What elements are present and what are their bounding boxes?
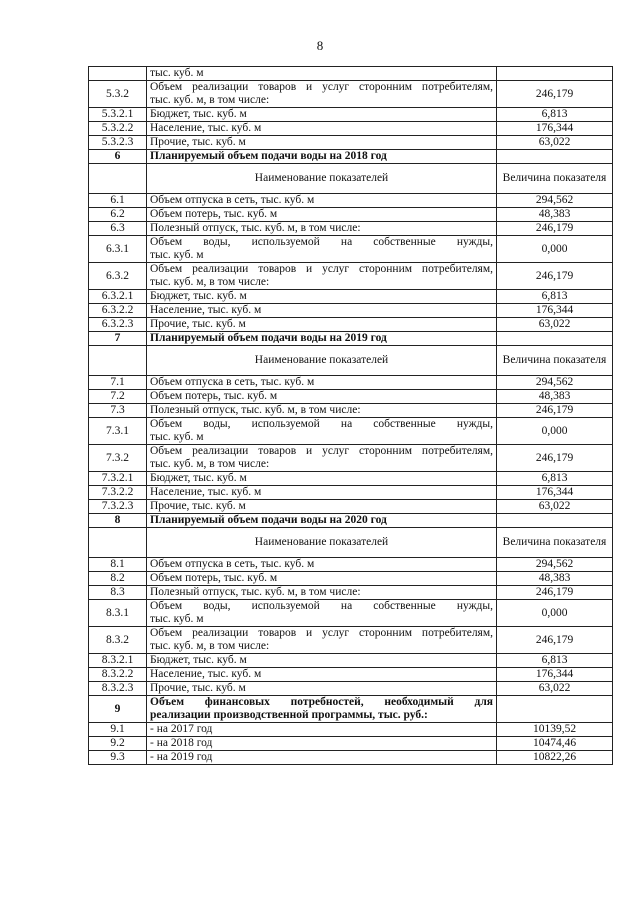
row-name: тыс. куб. м [147, 67, 497, 81]
row-value: 246,179 [497, 404, 613, 418]
row-value: 48,383 [497, 572, 613, 586]
column-header-name: Наименование показателей [147, 346, 497, 376]
row-number: 6.3.2.2 [89, 304, 147, 318]
row-number: 7.3.1 [89, 418, 147, 445]
table-row [89, 67, 613, 81]
row-name: Полезный отпуск, тыс. куб. м, в том числе: [147, 404, 497, 418]
row-name: - на 2017 год [147, 723, 497, 737]
section-number: 7 [89, 332, 147, 346]
row-name-line: тыс. куб. м, в том числе: [150, 94, 270, 106]
row-number: 7.3.2.3 [89, 500, 147, 514]
header-number-cell [89, 346, 147, 376]
row-name [147, 418, 497, 445]
row-name: Бюджет, тыс. куб. м [147, 654, 497, 668]
table-row [89, 290, 613, 304]
row-number: 7.3 [89, 404, 147, 418]
row-value: 176,344 [497, 304, 613, 318]
row-number: 9.3 [89, 751, 147, 765]
table-row [89, 418, 613, 445]
row-name: - на 2018 год [147, 737, 497, 751]
row-value: 176,344 [497, 486, 613, 500]
row-value: 246,179 [497, 445, 613, 472]
row-number: 6.3.2.3 [89, 318, 147, 332]
row-value: 6,813 [497, 108, 613, 122]
column-header-value: Величина показателя [497, 164, 613, 194]
row-value: 6,813 [497, 654, 613, 668]
row-value: 246,179 [497, 81, 613, 108]
table-row [89, 136, 613, 150]
table-row [89, 390, 613, 404]
row-value: 10139,52 [497, 723, 613, 737]
row-number: 7.3.2.2 [89, 486, 147, 500]
table-row [89, 222, 613, 236]
row-name: Объем потерь, тыс. куб. м [147, 390, 497, 404]
row-value: 246,179 [497, 263, 613, 290]
table-row [89, 404, 613, 418]
row-name [147, 236, 497, 263]
row-number: 6.1 [89, 194, 147, 208]
row-number: 8.1 [89, 558, 147, 572]
table-row [89, 208, 613, 222]
row-value: 63,022 [497, 500, 613, 514]
row-number: 7.3.2.1 [89, 472, 147, 486]
table-row [89, 318, 613, 332]
row-name: Прочие, тыс. куб. м [147, 136, 497, 150]
row-name: - на 2019 год [147, 751, 497, 765]
row-value: 10474,46 [497, 737, 613, 751]
section-row [89, 514, 613, 528]
section-value-cell [497, 150, 613, 164]
row-number: 6.2 [89, 208, 147, 222]
row-number: 9.2 [89, 737, 147, 751]
row-number: 7.1 [89, 376, 147, 390]
section-value-cell [497, 514, 613, 528]
table-row [89, 558, 613, 572]
row-value: 294,562 [497, 194, 613, 208]
row-name: Население, тыс. куб. м [147, 122, 497, 136]
table-row [89, 81, 613, 108]
row-name-line: Объем реализации товаров и услуг сторонним потребителям, [150, 263, 493, 275]
column-header-name: Наименование показателей [147, 528, 497, 558]
row-name [147, 600, 497, 627]
table-row [89, 486, 613, 500]
row-name: Полезный отпуск, тыс. куб. м, в том числе: [147, 586, 497, 600]
table-row [89, 236, 613, 263]
row-value: 246,179 [497, 627, 613, 654]
row-name: Объем отпуска в сеть, тыс. куб. м [147, 194, 497, 208]
row-number: 6.3.1 [89, 236, 147, 263]
column-header-row [89, 346, 613, 376]
row-name-line: Объем воды, используемой на собственные нужды, [150, 418, 493, 430]
table-row [89, 376, 613, 390]
row-number: 8.3 [89, 586, 147, 600]
row-name-line: Объем воды, используемой на собственные нужды, [150, 236, 493, 248]
row-number: 6.3.2.1 [89, 290, 147, 304]
row-name [147, 627, 497, 654]
row-number: 5.3.2.2 [89, 122, 147, 136]
column-header-row [89, 528, 613, 558]
section-title [147, 696, 497, 723]
section-value-cell [497, 332, 613, 346]
section-row [89, 332, 613, 346]
row-name: Население, тыс. куб. м [147, 668, 497, 682]
row-name: Объем потерь, тыс. куб. м [147, 208, 497, 222]
row-name: Объем отпуска в сеть, тыс. куб. м [147, 558, 497, 572]
row-name: Прочие, тыс. куб. м [147, 318, 497, 332]
table-row [89, 586, 613, 600]
row-number: 8.2 [89, 572, 147, 586]
section-number: 6 [89, 150, 147, 164]
table-row [89, 572, 613, 586]
section-title-line: Объем финансовых потребностей, необходимый для [150, 696, 493, 708]
table-row [89, 600, 613, 627]
row-name: Население, тыс. куб. м [147, 486, 497, 500]
row-number [89, 67, 147, 81]
table-row [89, 627, 613, 654]
row-name: Объем потерь, тыс. куб. м [147, 572, 497, 586]
row-name-line: тыс. куб. м, в том числе: [150, 276, 270, 288]
section-title: Планируемый объем подачи воды на 2019 год [147, 332, 497, 346]
column-header-name: Наименование показателей [147, 164, 497, 194]
row-number: 8.3.2.1 [89, 654, 147, 668]
table-row [89, 472, 613, 486]
table-row [89, 723, 613, 737]
page-number: 8 [316, 38, 324, 53]
column-header-value: Величина показателя [497, 528, 613, 558]
table-row [89, 668, 613, 682]
row-number: 6.3.2 [89, 263, 147, 290]
table-row [89, 654, 613, 668]
row-number: 5.3.2.1 [89, 108, 147, 122]
row-name: Прочие, тыс. куб. м [147, 682, 497, 696]
row-number: 7.2 [89, 390, 147, 404]
row-name-line: тыс. куб. м [150, 613, 204, 625]
row-number: 6.3 [89, 222, 147, 236]
row-number: 8.3.2.3 [89, 682, 147, 696]
section-value-cell [497, 696, 613, 723]
row-name-line: Объем реализации товаров и услуг сторонним потребителям, [150, 445, 493, 457]
row-number: 9.1 [89, 723, 147, 737]
table-row [89, 122, 613, 136]
row-value: 176,344 [497, 122, 613, 136]
header-number-cell [89, 164, 147, 194]
row-name-line: Объем реализации товаров и услуг сторонним потребителям, [150, 627, 493, 639]
section-title: Планируемый объем подачи воды на 2020 год [147, 514, 497, 528]
table-row [89, 500, 613, 514]
water-supply-table [88, 66, 613, 765]
row-number: 8.3.1 [89, 600, 147, 627]
row-value [497, 67, 613, 81]
row-name-line: тыс. куб. м, в том числе: [150, 458, 270, 470]
row-name-line: тыс. куб. м [150, 249, 204, 261]
table-row [89, 682, 613, 696]
section-number: 8 [89, 514, 147, 528]
row-number: 5.3.2.3 [89, 136, 147, 150]
column-header-value: Величина показателя [497, 346, 613, 376]
table-row [89, 304, 613, 318]
section-title: Планируемый объем подачи воды на 2018 год [147, 150, 497, 164]
row-name: Население, тыс. куб. м [147, 304, 497, 318]
row-value: 176,344 [497, 668, 613, 682]
row-name-line: тыс. куб. м [150, 431, 204, 443]
header-number-cell [89, 528, 147, 558]
row-name-line: Объем реализации товаров и услуг сторонним потребителям, [150, 81, 493, 93]
section-number: 9 [89, 696, 147, 723]
row-value: 6,813 [497, 290, 613, 304]
row-value: 246,179 [497, 586, 613, 600]
row-name: Прочие, тыс. куб. м [147, 500, 497, 514]
row-name-line: тыс. куб. м, в том числе: [150, 640, 270, 652]
row-name: Полезный отпуск, тыс. куб. м, в том числе: [147, 222, 497, 236]
row-name: Бюджет, тыс. куб. м [147, 472, 497, 486]
row-value: 294,562 [497, 376, 613, 390]
row-value: 48,383 [497, 208, 613, 222]
row-value: 294,562 [497, 558, 613, 572]
row-number: 8.3.2 [89, 627, 147, 654]
row-value: 246,179 [497, 222, 613, 236]
table-row [89, 194, 613, 208]
row-number: 7.3.2 [89, 445, 147, 472]
section-title-line: реализации производственной программы, тыс. руб.: [150, 709, 428, 721]
row-number: 5.3.2 [89, 81, 147, 108]
row-name [147, 263, 497, 290]
table-row [89, 263, 613, 290]
row-value: 6,813 [497, 472, 613, 486]
row-value: 0,000 [497, 236, 613, 263]
column-header-row [89, 164, 613, 194]
row-name: Объем отпуска в сеть, тыс. куб. м [147, 376, 497, 390]
row-number: 8.3.2.2 [89, 668, 147, 682]
row-value: 0,000 [497, 418, 613, 445]
table-row [89, 751, 613, 765]
row-value: 10822,26 [497, 751, 613, 765]
row-name: Бюджет, тыс. куб. м [147, 290, 497, 304]
table-row [89, 108, 613, 122]
section-row [89, 150, 613, 164]
row-name: Бюджет, тыс. куб. м [147, 108, 497, 122]
row-name [147, 81, 497, 108]
row-value: 63,022 [497, 136, 613, 150]
row-value: 63,022 [497, 682, 613, 696]
table-row [89, 737, 613, 751]
row-name-line: Объем воды, используемой на собственные нужды, [150, 600, 493, 612]
row-value: 48,383 [497, 390, 613, 404]
row-value: 0,000 [497, 600, 613, 627]
row-name [147, 445, 497, 472]
section-row [89, 696, 613, 723]
table-row [89, 445, 613, 472]
row-value: 63,022 [497, 318, 613, 332]
